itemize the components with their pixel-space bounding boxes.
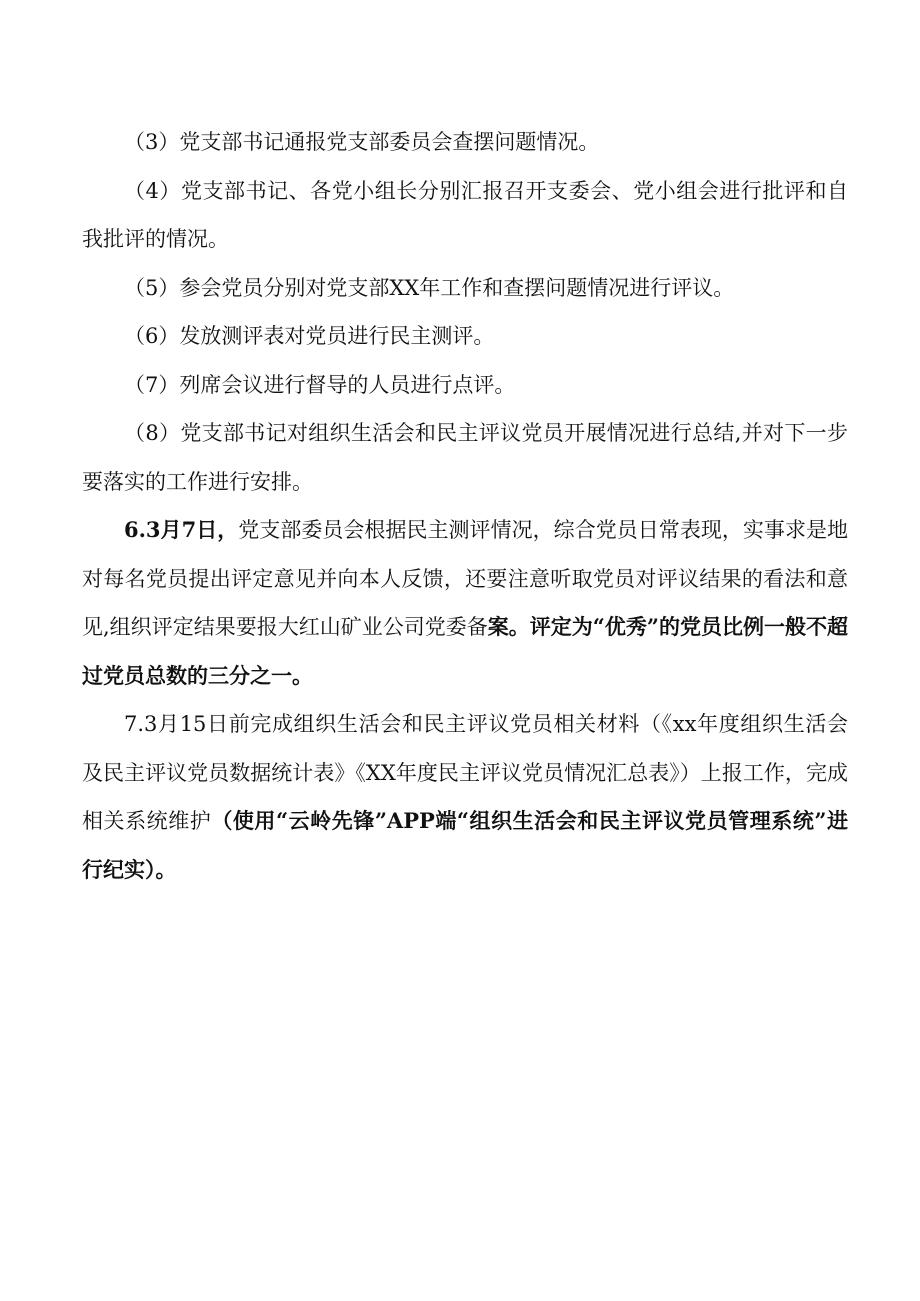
step-3-paragraph: （3）党支部书记通报党支部委员会查摆问题情况。 [124, 130, 600, 154]
step-6-paragraph: （6）发放测评表对党员进行民主测评。 [124, 324, 495, 348]
step-5-paragraph: （5）参会党员分别对党支部XX年工作和查摆问题情况进行评议。 [124, 275, 735, 300]
step-8-paragraph: （8）党支部书记对组织生活会和民主评议党员开展情况进行总结,并对下一步要落实的工作进行安排。 [82, 421, 848, 494]
section-7-body: 7.3月15日前完成组织生活会和民主评议党员相关材料（《xx年度组织生活会及民主评议党员数据统计表》《XX年度民主评议党员情况汇总表》）上报工作，完成相关系统维护 [82, 712, 848, 833]
section-6-date: 6.3月7日， [124, 517, 239, 542]
section-7-emphasis: （使用“云岭先锋”APP端“组织生活会和民主评议党员管理系统”进行纪实）。 [82, 808, 848, 882]
step-7-paragraph: （7）列席会议进行督导的人员进行点评。 [124, 372, 516, 397]
section-7-paragraph [82, 700, 848, 894]
section-6-body: 党支部委员会根据民主测评情况，综合党员日常表现，实事求是地对每名党员提出评定意见并向本人反馈，还要注意听取党员对评议结果的看法和意见,组织评定结果要报大红山矿业公司党委备 [82, 518, 848, 639]
step-4-paragraph: （4）党支部书记、各党小组长分别汇报召开支委会、党小组会进行批评和自我批评的情况。 [82, 178, 848, 251]
document-body [82, 118, 848, 894]
section-6-paragraph [82, 506, 848, 700]
section-6-emphasis: 案。评定为“优秀”的党员比例一般不超过党员总数的三分之一。 [82, 614, 848, 688]
